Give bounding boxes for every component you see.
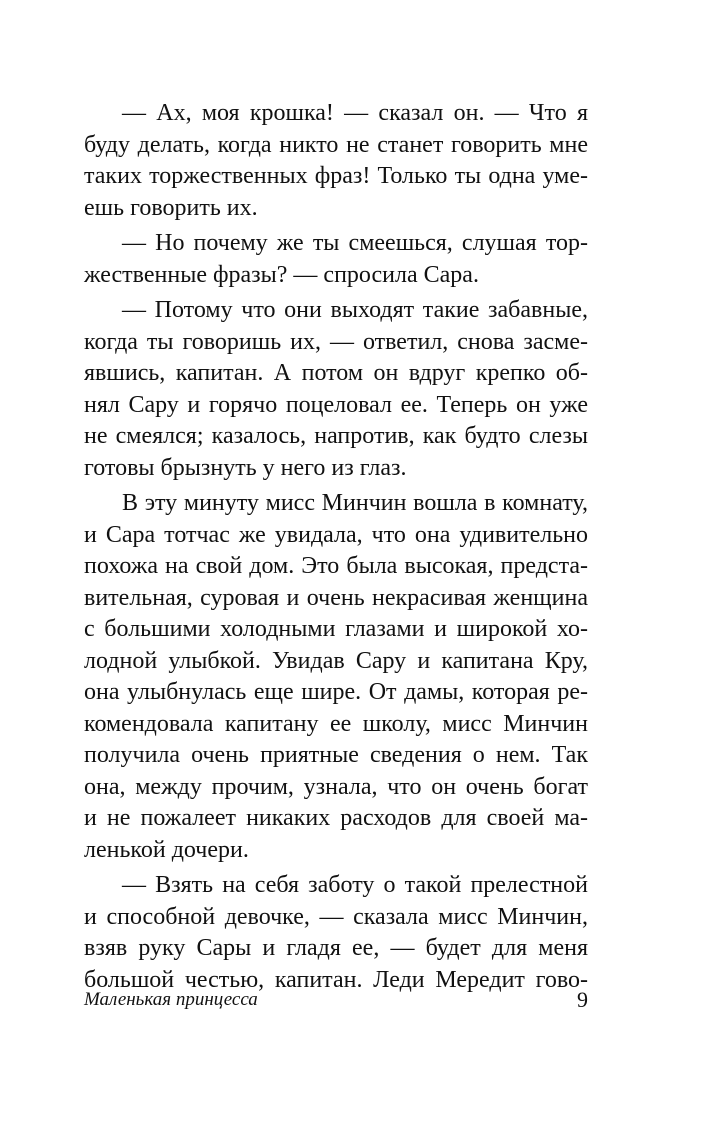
text-line: и Сара тотчас же увидала, что она удивительно bbox=[84, 521, 588, 548]
text-line: таких торжественных фраз! Только ты одна уме- bbox=[84, 163, 588, 189]
text-line: похожа на свой дом. Это была высокая, предста- bbox=[84, 553, 588, 579]
text-line: жественные фразы? — спросила Сара. bbox=[84, 261, 479, 288]
text-line: когда ты говоришь их, — ответил, снова засме- bbox=[84, 328, 588, 355]
text-line: — Ах, моя крошка! — сказал он. — Что я bbox=[122, 100, 588, 126]
text-line: взяв руку Сары и гладя ее, — будет для меня bbox=[84, 935, 588, 961]
text-line: она улыбнулась еще шире. От дамы, которая ре- bbox=[84, 679, 588, 705]
text-line: и не пожалеет никаких расходов для своей ма- bbox=[84, 805, 588, 831]
paragraph-2 bbox=[84, 228, 588, 291]
text-line: готовы брызнуть у него из глаз. bbox=[84, 454, 407, 481]
text-line: получила очень приятные сведения о нем. Так bbox=[84, 742, 588, 768]
text-line: явшись, капитан. А потом он вдруг крепко об- bbox=[84, 360, 588, 386]
text-line: большой честью, капитан. Леди Мередит гово- bbox=[84, 966, 588, 993]
text-line: — Но почему же ты смеешься, слушая тор- bbox=[122, 230, 588, 256]
text-line: В эту минуту мисс Минчин вошла в комнату, bbox=[122, 490, 588, 516]
paragraph-4 bbox=[84, 488, 588, 866]
text-line: лодной улыбкой. Увидав Сару и капитана Кру, bbox=[84, 647, 588, 674]
text-line: и способной девочке, — сказала мисс Минчин, bbox=[84, 903, 588, 930]
text-line: — Взять на себя заботу о такой прелестной bbox=[122, 872, 588, 898]
text-line: не смеялся; казалось, напротив, как будто слезы bbox=[84, 423, 588, 449]
text-line: ешь говорить их. bbox=[84, 194, 258, 221]
paragraph-3 bbox=[84, 295, 588, 484]
paragraph-5 bbox=[84, 870, 588, 996]
text-line: с большими холодными глазами и широкой хо- bbox=[84, 616, 588, 642]
running-title: Маленькая принцесса bbox=[84, 989, 258, 1010]
text-line: вительная, суровая и очень некрасивая женщина bbox=[84, 584, 588, 611]
page-footer bbox=[84, 984, 588, 1016]
text-line: ленькой дочери. bbox=[84, 836, 249, 863]
text-line: нял Сару и горячо поцеловал ее. Теперь он уже bbox=[84, 391, 588, 418]
body-text bbox=[84, 98, 588, 996]
text-line: — Потому что они выходят такие забавные, bbox=[122, 297, 588, 323]
paragraph-1 bbox=[84, 98, 588, 224]
text-line: комендовала капитану ее школу, мисс Минчин bbox=[84, 710, 588, 737]
text-line: она, между прочим, узнала, что он очень богат bbox=[84, 773, 588, 800]
page-number: 9 bbox=[577, 987, 588, 1012]
text-line: буду делать, когда никто не станет говорить мне bbox=[84, 131, 588, 158]
